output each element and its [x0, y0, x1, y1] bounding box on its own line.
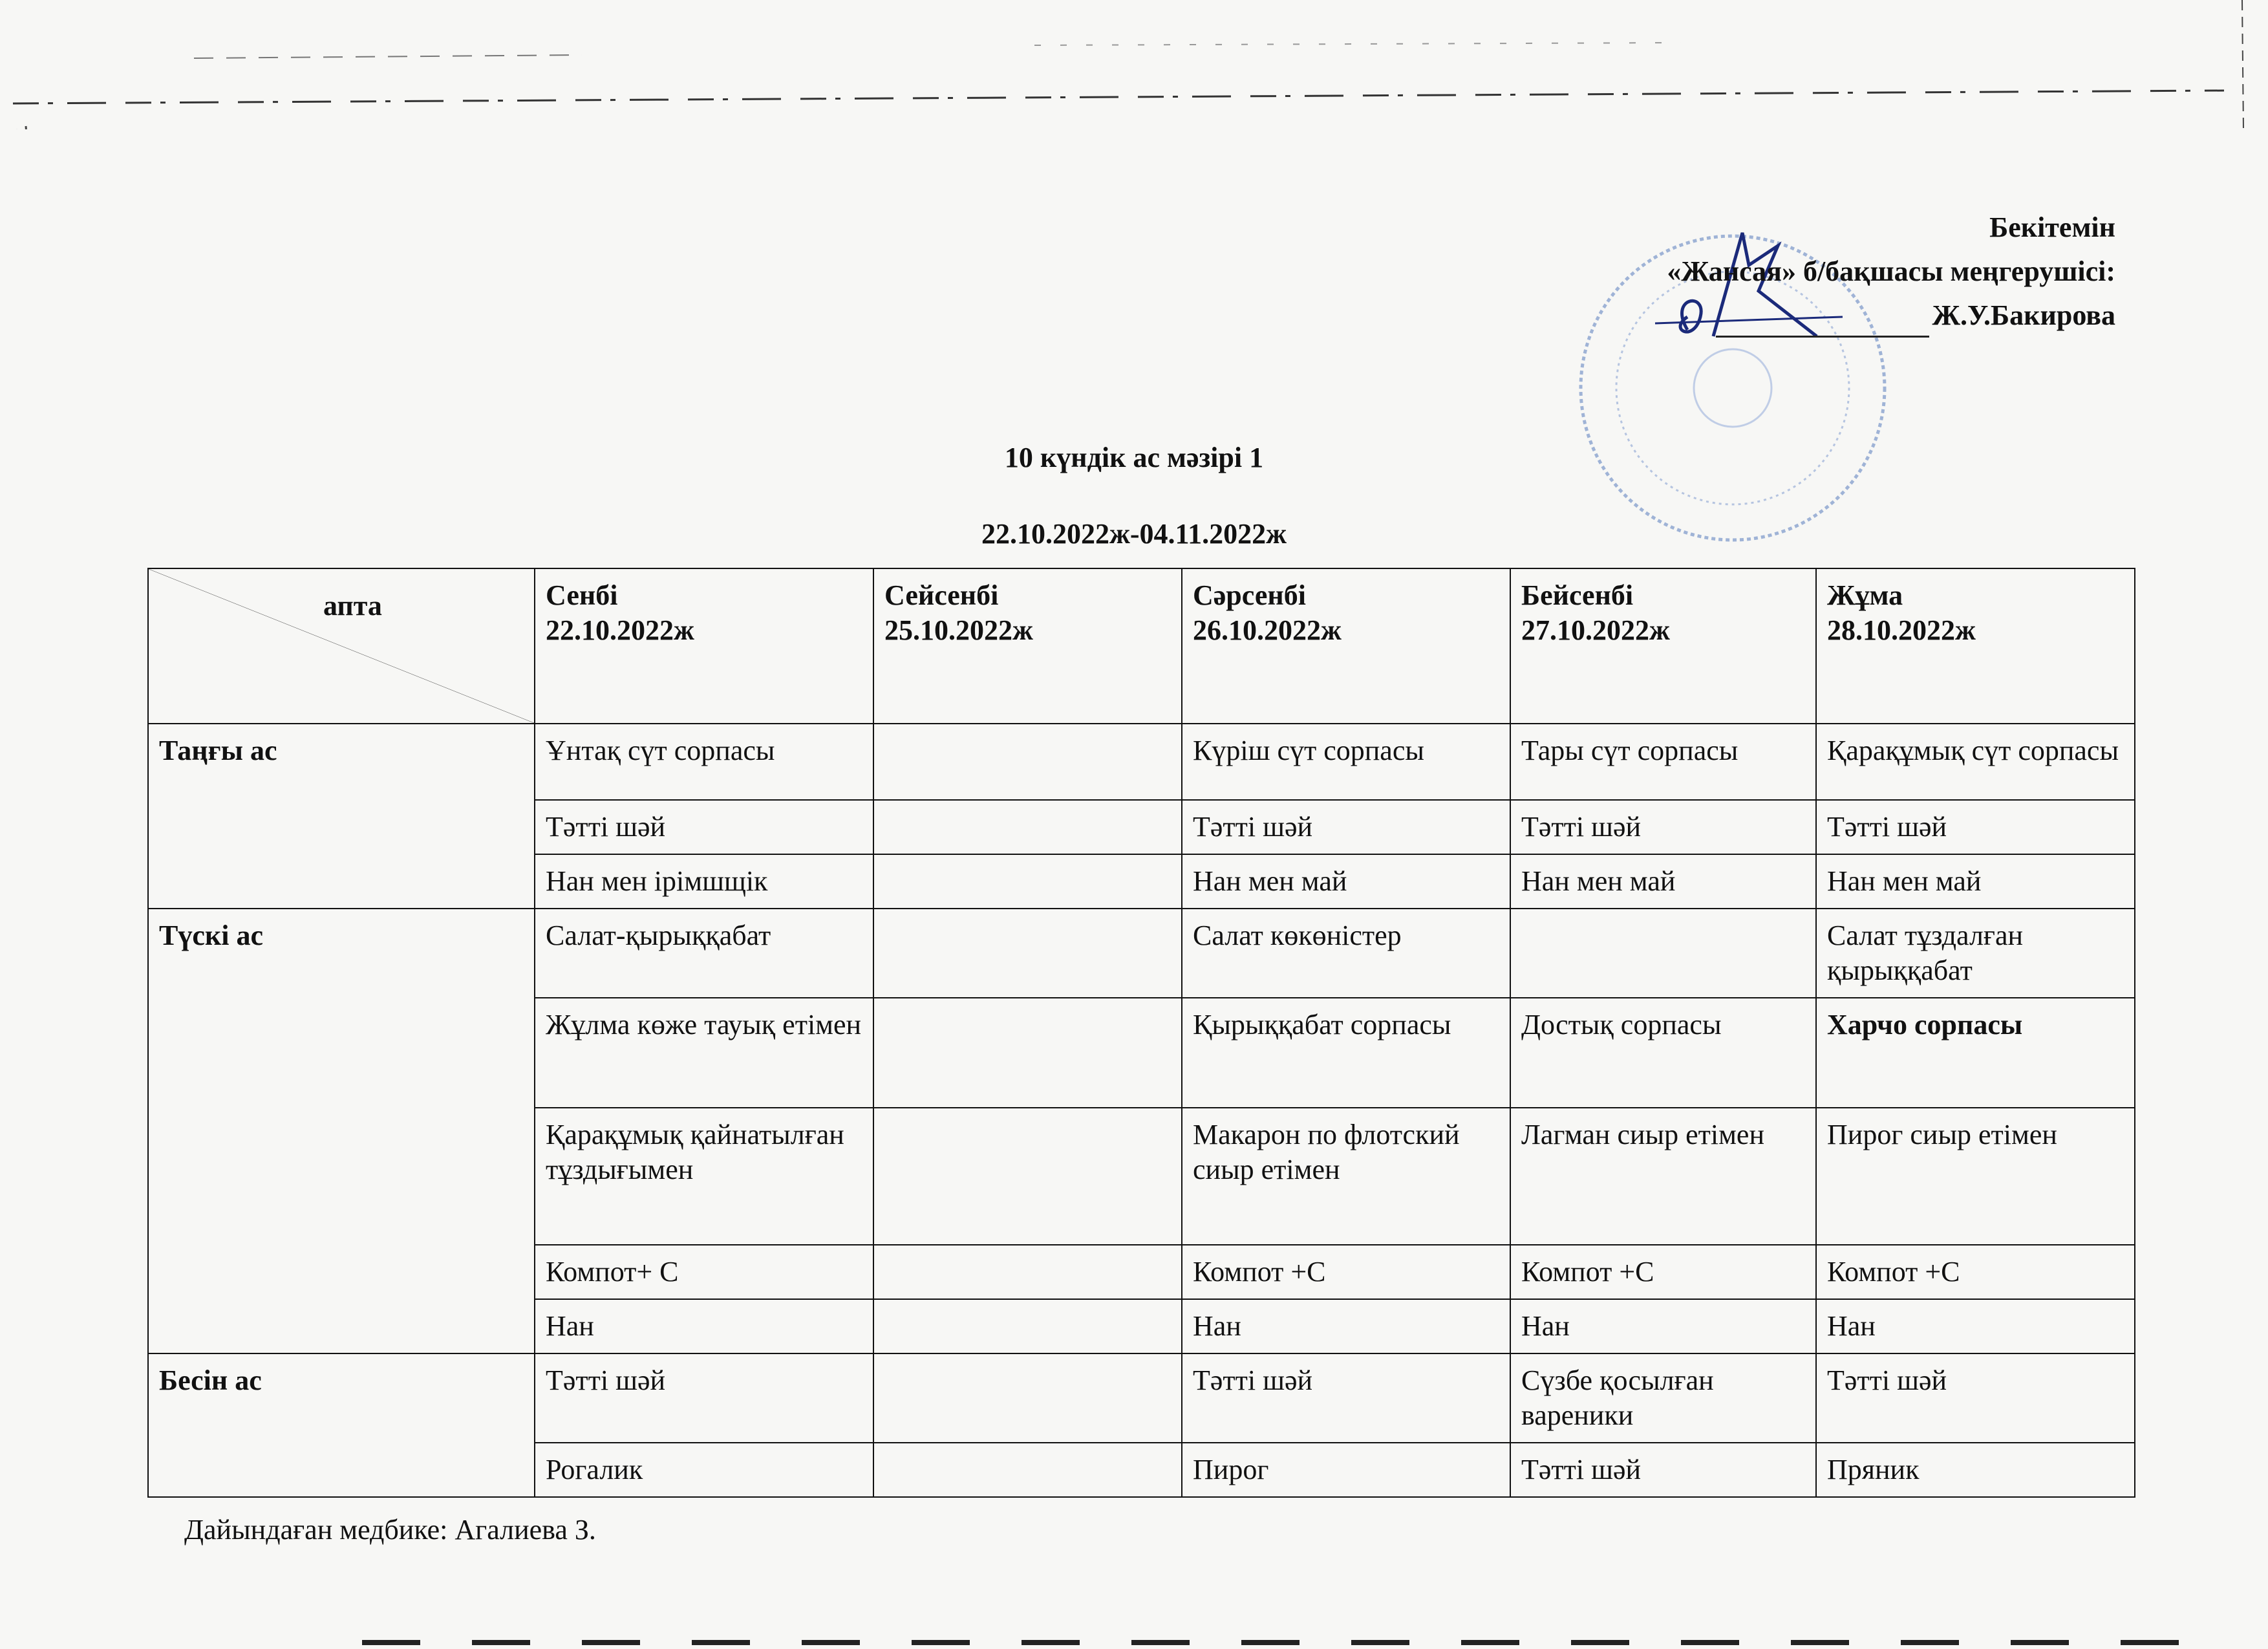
- menu-cell: [873, 998, 1182, 1108]
- menu-cell: Нан мен май: [1510, 854, 1816, 909]
- menu-cell: Ұнтақ сүт сорпасы: [535, 724, 873, 800]
- menu-cell: [873, 1245, 1182, 1299]
- menu-cell: Сүзбе қосылған вареники: [1510, 1353, 1816, 1443]
- menu-cell: Тәтті шәй: [535, 800, 873, 854]
- menu-cell: [873, 724, 1182, 800]
- menu-cell: Пряник: [1816, 1443, 2135, 1497]
- menu-cell: Тәтті шәй: [1510, 800, 1816, 854]
- meal-label-breakfast: Таңғы ас: [148, 724, 535, 909]
- menu-cell: Салат-қырыққабат: [535, 909, 873, 998]
- menu-cell: Нан мен май: [1182, 854, 1510, 909]
- menu-cell: Компот +С: [1816, 1245, 2135, 1299]
- menu-cell: Қарақұмық қайнатылған тұздығымен: [535, 1108, 873, 1245]
- menu-cell: [873, 1299, 1182, 1353]
- menu-cell: Макарон по флотский сиыр етімен: [1182, 1108, 1510, 1245]
- menu-cell: [873, 1108, 1182, 1245]
- menu-table: [147, 568, 2135, 1498]
- menu-cell: Қарақұмық сүт сорпасы: [1816, 724, 2135, 800]
- corner-label: апта: [323, 590, 382, 621]
- menu-cell: Лагман сиыр етімен: [1510, 1108, 1816, 1245]
- menu-cell: Компот +С: [1182, 1245, 1510, 1299]
- menu-cell: Нан мен ірімшщік: [535, 854, 873, 909]
- menu-cell: Пирог сиыр етімен: [1816, 1108, 2135, 1245]
- menu-cell: Тәтті шәй: [1510, 1443, 1816, 1497]
- menu-title: 10 күндік ас мәзірі 1: [1004, 442, 1264, 473]
- day-header: Жұма 28.10.2022ж: [1816, 568, 2135, 724]
- menu-cell: Пирог: [1182, 1443, 1510, 1497]
- signature-line: [1716, 310, 1929, 338]
- menu-cell: Салат тұздалған қырыққабат: [1816, 909, 2135, 998]
- menu-cell: Рогалик: [535, 1443, 873, 1497]
- table-row: [148, 724, 2135, 800]
- day-header: Сенбі 22.10.2022ж: [535, 568, 873, 724]
- day-header: Бейсенбі 27.10.2022ж: [1510, 568, 1816, 724]
- menu-cell: [873, 1443, 1182, 1497]
- menu-cell: Нан: [1816, 1299, 2135, 1353]
- day-header: Сейсенбі 25.10.2022ж: [873, 568, 1182, 724]
- menu-cell: Күріш сүт сорпасы: [1182, 724, 1510, 800]
- corner-cell: [148, 568, 535, 724]
- scan-artifacts-bottom: [0, 1610, 2268, 1649]
- menu-cell: Компот +С: [1510, 1245, 1816, 1299]
- meal-label-lunch: Түскі ас: [148, 909, 535, 1353]
- menu-cell: Компот+ С: [535, 1245, 873, 1299]
- table-row: [148, 1353, 2135, 1443]
- menu-cell: Тәтті шәй: [1816, 1353, 2135, 1443]
- table-row: [148, 909, 2135, 998]
- menu-cell: [873, 800, 1182, 854]
- prepared-by: Дайындаған медбике: Агалиева З.: [184, 1514, 596, 1546]
- menu-cell: Тары сүт сорпасы: [1510, 724, 1816, 800]
- approver-name: Ж.У.Бакирова: [1932, 299, 2115, 331]
- approval-heading: Бекітемін: [1989, 211, 2115, 243]
- menu-cell: Тәтті шәй: [1182, 800, 1510, 854]
- menu-cell: Нан: [1182, 1299, 1510, 1353]
- menu-cell: Қырыққабат сорпасы: [1182, 998, 1510, 1108]
- menu-cell: Тәтті шәй: [535, 1353, 873, 1443]
- scan-artifacts-top: [0, 0, 2268, 129]
- menu-cell: Нан: [1510, 1299, 1816, 1353]
- menu-cell: [1510, 909, 1816, 998]
- menu-cell: Тәтті шәй: [1816, 800, 2135, 854]
- menu-cell: Жұлма көже тауық етімен: [535, 998, 873, 1108]
- menu-cell: [873, 854, 1182, 909]
- approval-organization: «Жансая» б/бақшасы меңгерушісі:: [1667, 255, 2115, 287]
- menu-period: 22.10.2022ж-04.11.2022ж: [981, 518, 1287, 550]
- menu-cell: [873, 909, 1182, 998]
- menu-cell: Достық сорпасы: [1510, 998, 1816, 1108]
- menu-cell: Салат көкөністер: [1182, 909, 1510, 998]
- menu-cell: Харчо сорпасы: [1816, 998, 2135, 1108]
- menu-cell: Тәтті шәй: [1182, 1353, 1510, 1443]
- day-header: Сәрсенбі 26.10.2022ж: [1182, 568, 1510, 724]
- header-row: [148, 568, 2135, 724]
- menu-cell: Нан мен май: [1816, 854, 2135, 909]
- meal-label-snack: Бесін ас: [148, 1353, 535, 1497]
- menu-cell: Нан: [535, 1299, 873, 1353]
- approval-block: [1667, 206, 2115, 338]
- menu-cell: [873, 1353, 1182, 1443]
